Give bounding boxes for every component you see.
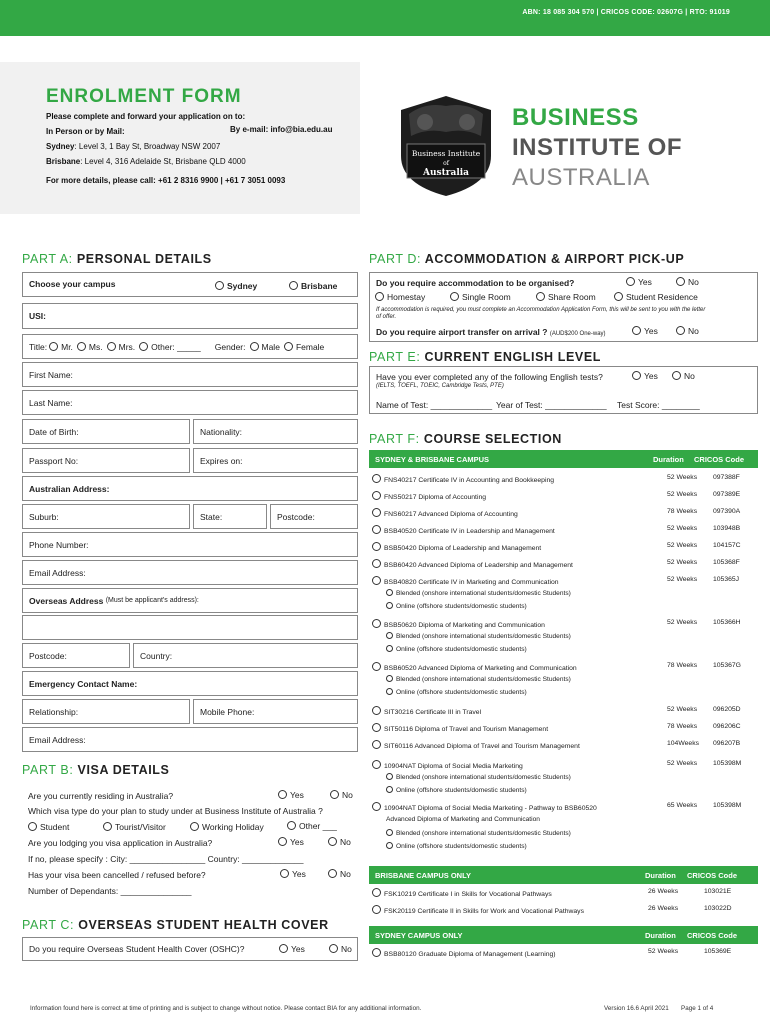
emergency-email-field[interactable]: Email Address: [22, 727, 358, 752]
course-cricos: 103948B [713, 525, 741, 532]
option-radio[interactable] [386, 675, 393, 682]
lodging-yes-radio[interactable]: Yes [278, 837, 304, 847]
blended-option[interactable]: Blended (onshore international students/domestic Students) [386, 589, 571, 597]
campus-row: Choose your campus Sydney Brisbane [22, 272, 358, 297]
course-name: BSB40820 Certificate IV in Marketing and Communication [372, 576, 559, 586]
option-radio[interactable] [386, 645, 393, 652]
course-radio[interactable] [372, 802, 381, 811]
lodging-no-radio[interactable]: No [328, 837, 351, 847]
oshc-yes-radio[interactable]: Yes [279, 944, 305, 954]
crest-logo-icon [395, 92, 497, 200]
course-name: 10904NAT Diploma of Social Media Marketing - Pathway to BSB60520 [372, 802, 597, 812]
part-e-heading: PART E: CURRENT ENGLISH LEVEL [369, 350, 602, 364]
course-duration: 104Weeks [667, 740, 699, 747]
student-visa-radio[interactable]: Student [28, 822, 69, 832]
instruction: Please complete and forward your application on to: [46, 112, 246, 121]
footer-disclaimer: Information found here is correct at time of printing and is subject to change without notice. Please contact BIA for any additional information. [30, 1005, 422, 1012]
year-of-test[interactable]: Year of Test: _____________ [496, 400, 607, 410]
ms-radio[interactable]: Ms. [77, 342, 103, 352]
course-radio[interactable] [372, 723, 381, 732]
course-cricos: 104157C [713, 542, 741, 549]
suburb-field[interactable]: Suburb: [22, 504, 190, 529]
expires-field[interactable]: Expires on: [193, 448, 358, 473]
brisbane-radio[interactable]: Brisbane [289, 281, 337, 291]
online-option[interactable]: Online (offshore students/domestic students) [386, 602, 527, 610]
course-cricos: 105367G [713, 662, 741, 669]
country-field[interactable]: Country: [133, 643, 358, 668]
email-contact[interactable]: By e-mail: info@bia.edu.au [230, 125, 333, 134]
top-bar: ABN: 18 085 304 570 | CRICOS CODE: 02607G | RTO: 91019 [0, 0, 770, 36]
course-name: FNS40217 Certificate IV in Accounting and Bookkeeping [372, 474, 554, 484]
course-radio[interactable] [372, 760, 381, 769]
sydney-brisbane-header: SYDNEY & BRISBANE CAMPUS Duration CRICOS Code [369, 450, 758, 468]
course-radio[interactable] [372, 491, 381, 500]
course-duration: 52 Weeks [667, 619, 698, 626]
crest-text-3: Australia [423, 168, 469, 178]
test-score[interactable]: Test Score: ________ [617, 400, 700, 410]
homestay-radio[interactable]: Homestay [375, 292, 425, 302]
male-radio[interactable]: Male [250, 342, 280, 352]
mr-radio[interactable]: Mr. [49, 342, 73, 352]
blended-option[interactable]: Blended (onshore international students/domestic Students) [386, 675, 571, 683]
course-duration: 52 Weeks [667, 525, 698, 532]
course-radio[interactable] [372, 740, 381, 749]
emergency-contact-field[interactable]: Emergency Contact Name: [22, 671, 358, 696]
phone-contact: For more details, please call: +61 2 8316 9900 | +61 7 3051 0093 [46, 176, 286, 185]
brisbane-only-header: BRISBANE CAMPUS ONLY Duration CRICOS Code [369, 866, 758, 884]
usi-field[interactable]: USI: [22, 303, 358, 329]
other-visa-radio[interactable]: Other ___ [287, 821, 337, 831]
course-cricos: 105366H [713, 619, 741, 626]
option-radio[interactable] [386, 786, 393, 793]
course-cricos: 105365J [713, 576, 740, 583]
option-radio[interactable] [386, 842, 393, 849]
title-gender-row: Title: Mr. Ms. Mrs. Other: _____ Gender: Male Female [22, 334, 358, 359]
course-name: FSK10219 Certificate I in Skills for Vocational Pathways [372, 888, 552, 898]
course-radio[interactable] [372, 948, 381, 957]
course-name: FNS50217 Diploma of Accounting [372, 491, 486, 501]
course-duration: 26 Weeks [648, 888, 679, 895]
course-name: BSB50420 Diploma of Leadership and Management [372, 542, 541, 552]
course-duration: 52 Weeks [667, 706, 698, 713]
course-cricos: 105398M [713, 802, 742, 809]
australian-address-field[interactable]: Australian Address: [22, 476, 358, 501]
tourist-visa-radio[interactable]: Tourist/Visitor [103, 822, 166, 832]
course-radio[interactable] [372, 576, 381, 585]
student-residence-radio[interactable]: Student Residence [614, 292, 698, 302]
accom-no-radio[interactable]: No [676, 277, 699, 287]
online-option[interactable]: Online (offshore students/domestic students) [386, 688, 527, 696]
oshc-no-radio[interactable]: No [329, 944, 352, 954]
blended-option[interactable]: Blended (onshore international students/domestic Students) [386, 829, 571, 837]
accom-yes-radio[interactable]: Yes [626, 277, 652, 287]
course-name: FSK20119 Certificate II in Skills for Work and Vocational Pathways [372, 905, 584, 915]
option-radio[interactable] [386, 829, 393, 836]
course-duration: 78 Weeks [667, 662, 698, 669]
first-name-field[interactable]: First Name: [22, 362, 358, 387]
part-f-heading: PART F: COURSE SELECTION [369, 432, 562, 446]
lodging-question: Are you lodging you visa application in Australia? [28, 838, 213, 848]
part-b-heading: PART B: VISA DETAILS [22, 763, 170, 777]
relationship-field[interactable]: Relationship: [22, 699, 190, 724]
dob-field[interactable]: Date of Birth: [22, 419, 190, 444]
logo-line2: INSTITUTE OF [512, 134, 682, 161]
course-name: BSB50620 Diploma of Marketing and Communication [372, 619, 545, 629]
nationality-field[interactable]: Nationality: [193, 419, 358, 444]
single-room-radio[interactable]: Single Room [450, 292, 511, 302]
overseas-address-line2[interactable] [22, 615, 358, 640]
course-radio[interactable] [372, 619, 381, 628]
online-option[interactable]: Online (offshore students/domestic students) [386, 786, 527, 794]
english-tests-list: (IELTS, TOEFL, TOEIC, Cambridge Tests, PTE) [376, 383, 504, 389]
city-country-line[interactable]: If no, please specify : City: ________________ Country: _____________ [28, 854, 304, 864]
course-radio[interactable] [372, 905, 381, 914]
course-name: BSB60520 Advanced Diploma of Marketing and Communication [372, 662, 577, 672]
course-radio[interactable] [372, 474, 381, 483]
part-a-heading: PART A: PERSONAL DETAILS [22, 252, 212, 266]
crest-text-2: of [443, 160, 449, 167]
other-title-radio[interactable]: Other: _____ [139, 342, 201, 352]
footer-version: Version 16.6 April 2021 [604, 1005, 669, 1012]
course-duration: 78 Weeks [667, 723, 698, 730]
course-name: SIT30216 Certificate III in Travel [372, 706, 481, 716]
course-cricos: 097389E [713, 491, 741, 498]
course-name: BSB40520 Certificate IV in Leadership and Management [372, 525, 555, 535]
overseas-postcode-field[interactable]: Postcode: [22, 643, 130, 668]
female-radio[interactable]: Female [284, 342, 324, 352]
residing-no-radio[interactable]: No [330, 790, 353, 800]
course-cricos: 103021E [704, 888, 732, 895]
phone-field[interactable]: Phone Number: [22, 532, 358, 557]
course-cricos: 105398M [713, 760, 742, 767]
course-duration: 52 Weeks [667, 760, 698, 767]
course-duration: 65 Weeks [667, 802, 698, 809]
mrs-radio[interactable]: Mrs. [107, 342, 136, 352]
course-cricos: 096206C [713, 723, 741, 730]
blended-option[interactable]: Blended (onshore international students/domestic Students) [386, 773, 571, 781]
crest-text-1: Business Institute [411, 149, 481, 158]
logo-line1: BUSINESS [512, 104, 639, 131]
course-cricos: 096207B [713, 740, 741, 747]
residing-yes-radio[interactable]: Yes [278, 790, 304, 800]
blended-option[interactable]: Blended (onshore international students/domestic Students) [386, 632, 571, 640]
visa-type-question: Which visa type do your plan to study under at Business Institute of Australia ? [28, 806, 323, 816]
course-radio[interactable] [372, 559, 381, 568]
course-radio[interactable] [372, 525, 381, 534]
accommodation-note: If accommodation is required, you must complete an Accommodation Application Form, this will be sent to you with the letter of offer. [376, 307, 706, 320]
course-name: 10904NAT Diploma of Social Media Marketing [372, 760, 523, 770]
airport-question: Do you require airport transfer on arrival ? (AUD$200 One-way) [376, 327, 606, 337]
footer-page: Page 1 of 4 [681, 1005, 714, 1012]
form-title: ENROLMENT FORM [46, 86, 242, 107]
pathway-sub-title: Advanced Diploma of Marketing and Communication [386, 816, 540, 823]
brisbane-address: Brisbane: Level 4, 316 Adelaide St, Brisbane QLD 4000 [46, 157, 246, 166]
course-radio[interactable] [372, 508, 381, 517]
oshc-row: Do you require Overseas Student Health Cover (OSHC)? Yes No [22, 937, 358, 961]
course-duration: 52 Weeks [667, 474, 698, 481]
option-radio[interactable] [386, 589, 393, 596]
course-duration: 52 Weeks [667, 542, 698, 549]
online-option[interactable]: Online (offshore students/domestic students) [386, 842, 527, 850]
email-field[interactable]: Email Address: [22, 560, 358, 585]
course-name: BSB60420 Advanced Diploma of Leadership and Management [372, 559, 573, 569]
course-duration: 52 Weeks [667, 491, 698, 498]
overseas-address-field[interactable]: Overseas Address (Must be applicant's address): [22, 588, 358, 613]
cancelled-yes-radio[interactable]: Yes [280, 869, 306, 879]
option-radio[interactable] [386, 602, 393, 609]
airport-no-radio[interactable]: No [676, 326, 699, 336]
course-radio[interactable] [372, 662, 381, 671]
course-radio[interactable] [372, 706, 381, 715]
course-radio[interactable] [372, 542, 381, 551]
course-radio[interactable] [372, 888, 381, 897]
in-person-label: In Person or by Mail: [46, 127, 125, 136]
sydney-radio[interactable]: Sydney [215, 281, 257, 291]
name-of-test[interactable]: Name of Test: _____________ [376, 400, 493, 410]
residing-question: Are you currently residing in Australia? [28, 791, 174, 801]
part-d-heading: PART D: ACCOMMODATION & AIRPORT PICK-UP [369, 252, 685, 266]
course-duration: 26 Weeks [648, 905, 679, 912]
sydney-only-header: SYDNEY CAMPUS ONLY Duration CRICOS Code [369, 926, 758, 944]
english-yes-radio[interactable]: Yes [632, 371, 658, 381]
working-holiday-radio[interactable]: Working Holiday [190, 822, 264, 832]
course-cricos: 097390A [713, 508, 741, 515]
share-room-radio[interactable]: Share Room [536, 292, 596, 302]
cancelled-question: Has your visa been cancelled / refused before? [28, 870, 206, 880]
logo-line3: AUSTRALIA [512, 164, 650, 191]
course-cricos: 096205D [713, 706, 741, 713]
option-radio[interactable] [386, 773, 393, 780]
option-radio[interactable] [386, 632, 393, 639]
accommodation-question: Do you require accommodation to be organised? [376, 278, 575, 288]
course-cricos: 103022D [704, 905, 732, 912]
course-cricos: 105368F [713, 559, 740, 566]
course-duration: 52 Weeks [648, 948, 679, 955]
course-name: FNS60217 Advanced Diploma of Accounting [372, 508, 518, 518]
cancelled-no-radio[interactable]: No [328, 869, 351, 879]
mobile-field[interactable]: Mobile Phone: [193, 699, 358, 724]
postcode-field[interactable]: Postcode: [270, 504, 358, 529]
passport-field[interactable]: Passport No: [22, 448, 190, 473]
last-name-field[interactable]: Last Name: [22, 390, 358, 415]
course-name: BSB80120 Graduate Diploma of Management (Learning) [372, 948, 556, 958]
state-field[interactable]: State: [193, 504, 267, 529]
course-duration: 78 Weeks [667, 508, 698, 515]
course-cricos: 105369E [704, 948, 732, 955]
course-duration: 52 Weeks [667, 576, 698, 583]
course-cricos: 097388F [713, 474, 740, 481]
airport-yes-radio[interactable]: Yes [632, 326, 658, 336]
english-no-radio[interactable]: No [672, 371, 695, 381]
sydney-address: Sydney: Level 3, 1 Bay St, Broadway NSW 2007 [46, 142, 221, 151]
course-name: SIT60116 Advanced Diploma of Travel and Tourism Management [372, 740, 580, 750]
english-question: Have you ever completed any of the following English tests? [376, 372, 603, 382]
dependants-line[interactable]: Number of Dependants: _______________ [28, 886, 192, 896]
option-radio[interactable] [386, 688, 393, 695]
course-duration: 52 Weeks [667, 559, 698, 566]
part-c-heading: PART C: OVERSEAS STUDENT HEALTH COVER [22, 918, 329, 932]
course-name: SIT50116 Diploma of Travel and Tourism Management [372, 723, 548, 733]
header-panel [0, 62, 360, 214]
online-option[interactable]: Online (offshore students/domestic students) [386, 645, 527, 653]
